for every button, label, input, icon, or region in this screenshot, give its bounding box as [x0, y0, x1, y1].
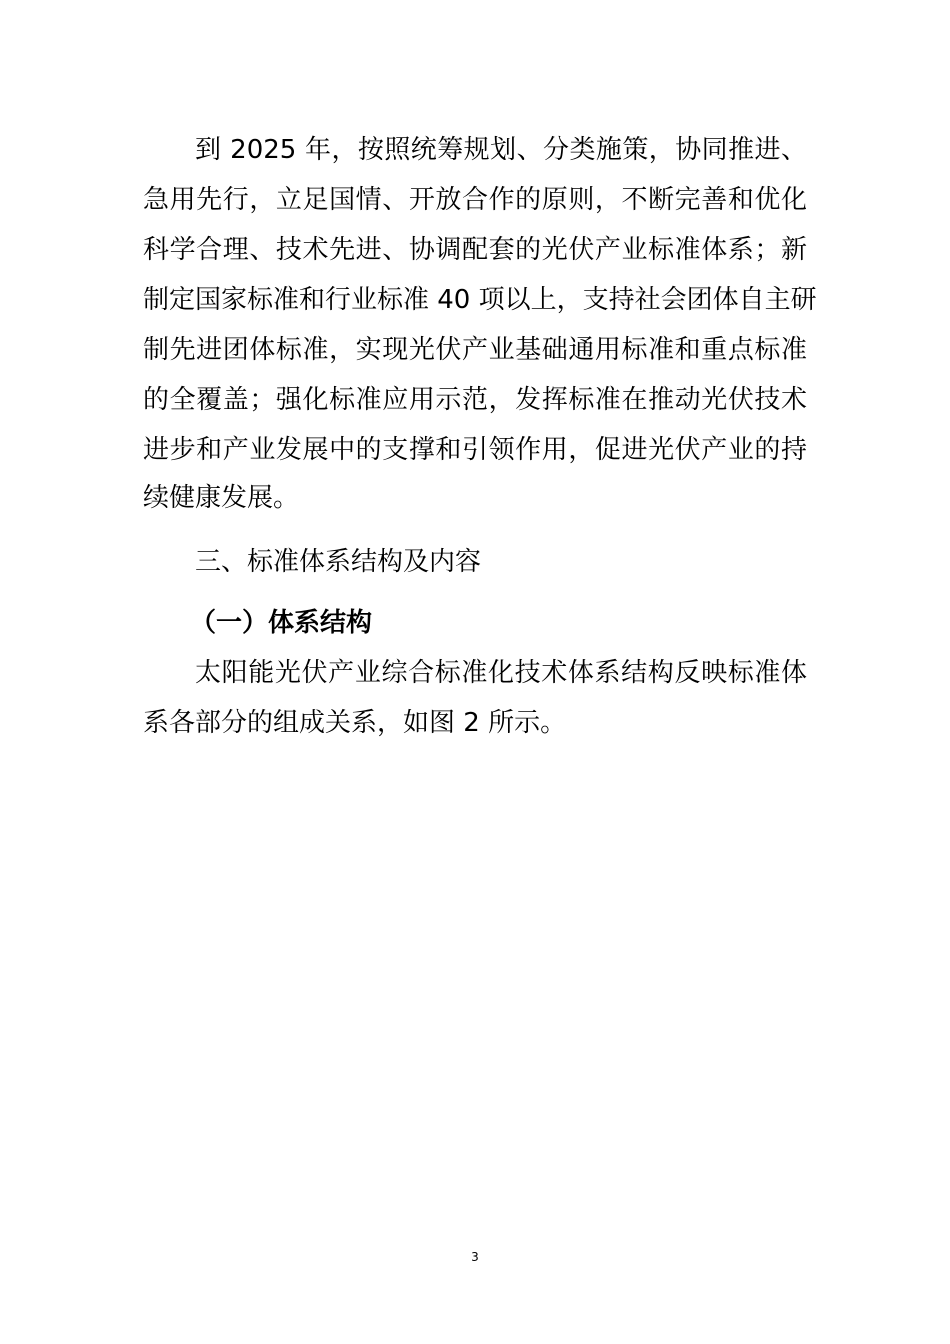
- subsection-heading: （一）体系结构: [190, 608, 373, 638]
- paragraph-line: 系各部分的组成关系，如图 2 所示。: [143, 708, 567, 738]
- paragraph-line: 进步和产业发展中的支撑和引领作用，促进光伏产业的持: [143, 435, 807, 465]
- page-number: 3: [471, 1250, 479, 1264]
- paragraph-line: 科学合理、技术先进、协调配套的光伏产业标准体系；新: [143, 235, 807, 265]
- paragraph-line: 到 2025 年，按照统筹规划、分类施策，协同推进、: [195, 135, 807, 165]
- paragraph-line: 急用先行，立足国情、开放合作的原则，不断完善和优化: [143, 185, 807, 215]
- paragraph-line: 制先进团体标准，实现光伏产业基础通用标准和重点标准: [143, 335, 807, 365]
- paragraph-line: 太阳能光伏产业综合标准化技术体系结构反映标准体: [195, 658, 807, 688]
- section-heading: 三、标准体系结构及内容: [195, 547, 482, 577]
- paragraph-line: 续健康发展。: [143, 483, 300, 513]
- paragraph-line: 的全覆盖；强化标准应用示范，发挥标准在推动光伏技术: [143, 385, 807, 415]
- paragraph-line: 制定国家标准和行业标准 40 项以上，支持社会团体自主研: [143, 285, 817, 315]
